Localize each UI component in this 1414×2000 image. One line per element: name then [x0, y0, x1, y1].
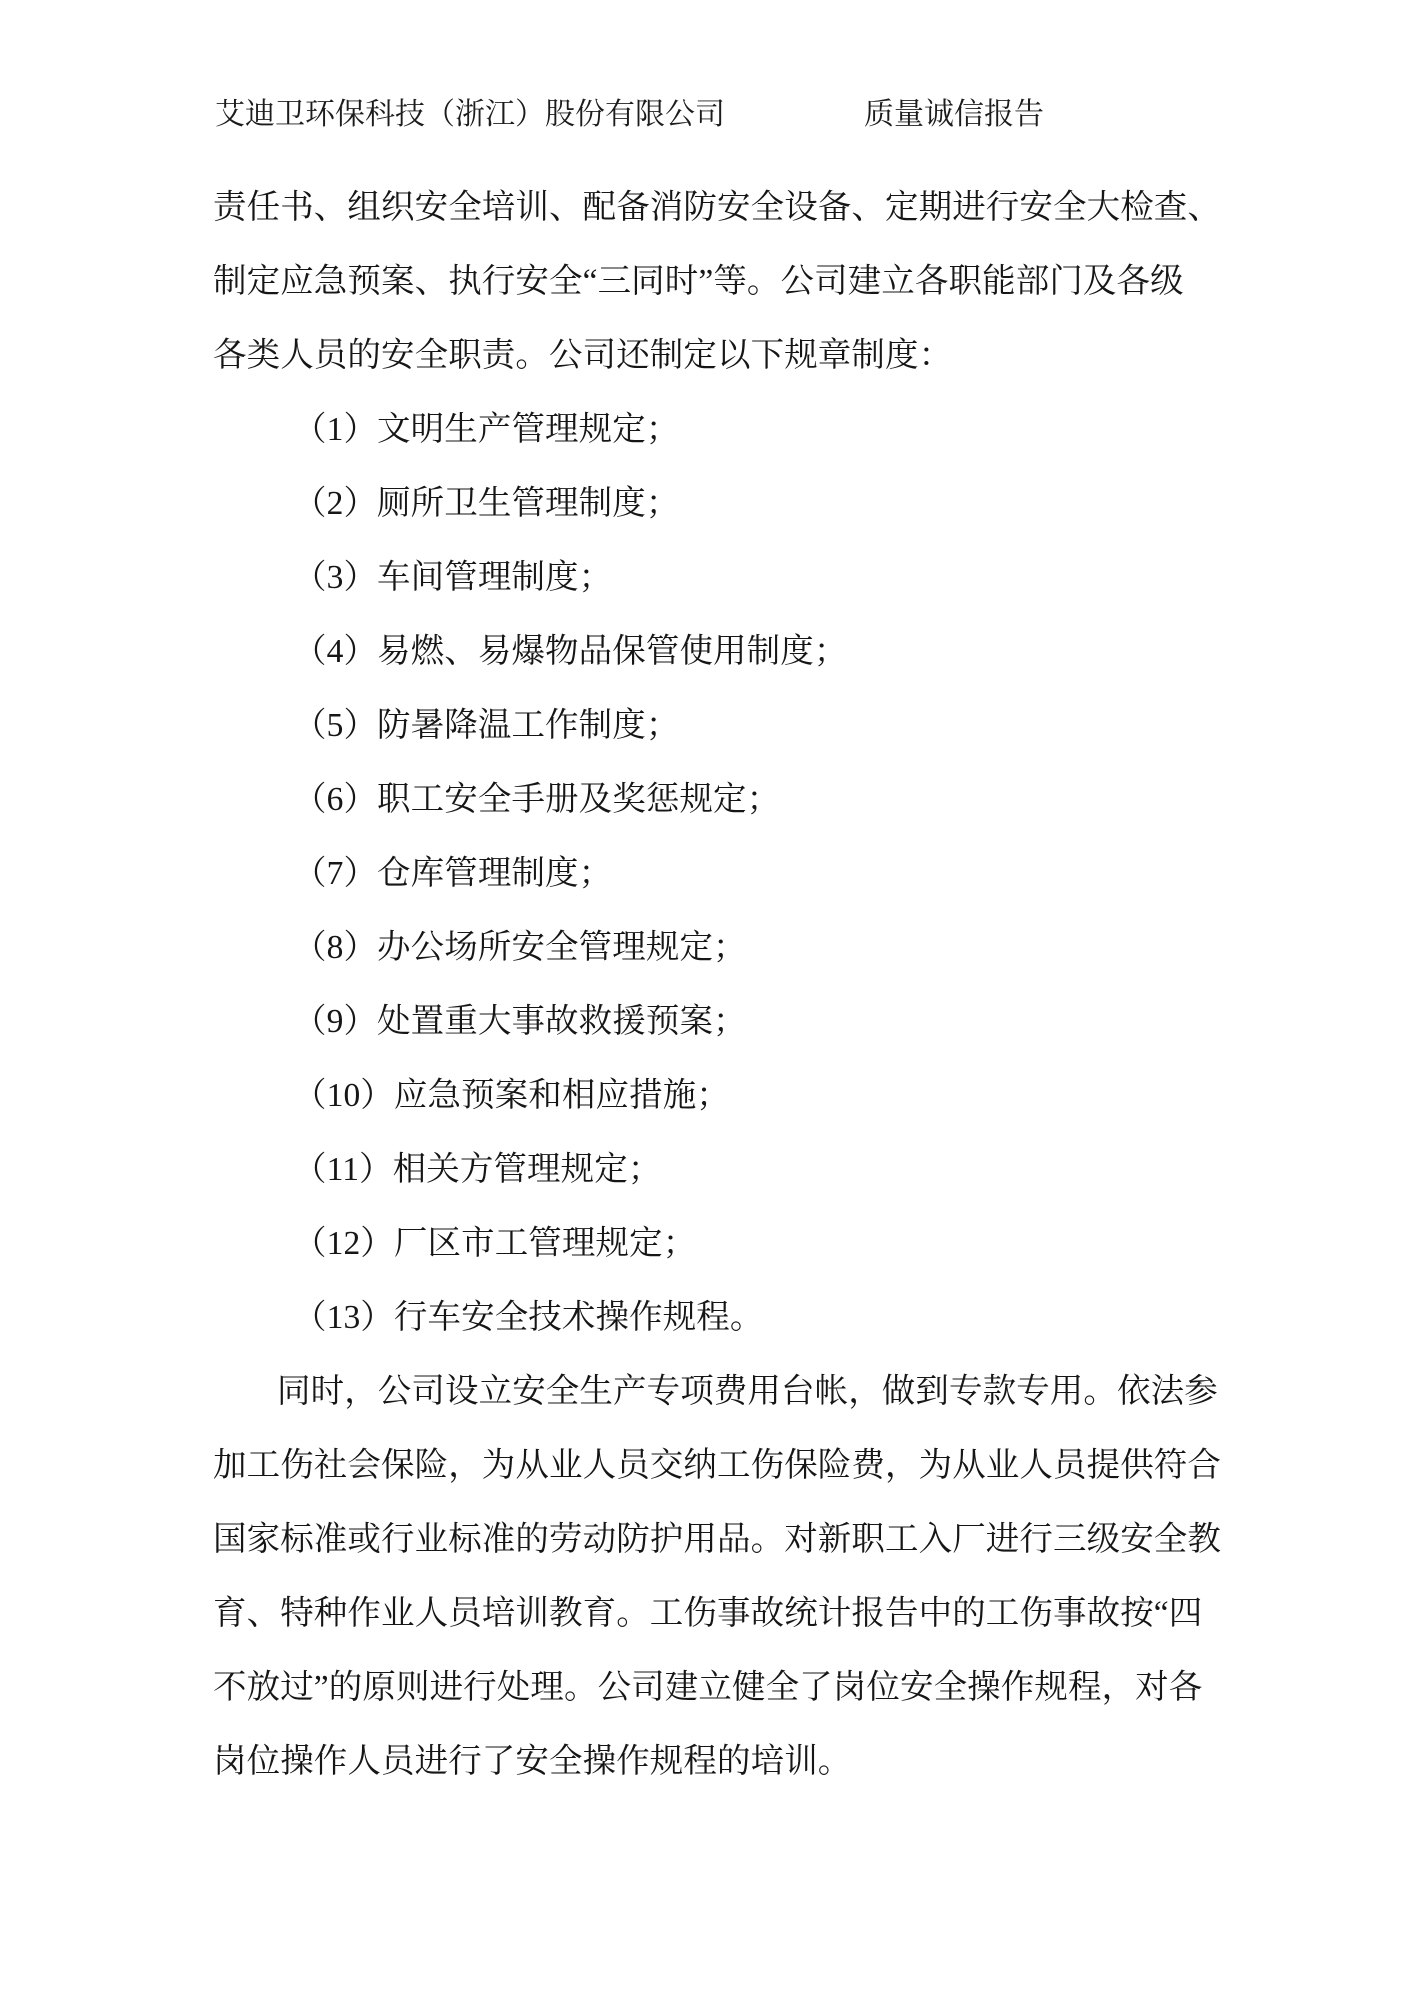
regulation-item: （13）行车安全技术操作规程。 — [293, 1299, 764, 1336]
regulation-item: （12）厂区市工管理规定； — [293, 1225, 697, 1262]
regulation-item: （8）办公场所安全管理规定； — [293, 929, 747, 966]
regulation-item: （4）易燃、易爆物品保管使用制度； — [293, 633, 848, 670]
page-header — [215, 94, 1044, 136]
regulation-item: （11）相关方管理规定； — [293, 1151, 662, 1188]
paragraph-line: 国家标准或行业标准的劳动防护用品。对新职工入厂进行三级安全教 — [213, 1521, 1221, 1558]
document-body — [213, 171, 1221, 1799]
regulation-item: （7）仓库管理制度； — [293, 855, 613, 892]
header-report-title: 质量诚信报告 — [864, 98, 1044, 131]
paragraph-line: 各类人员的安全职责。公司还制定以下规章制度： — [213, 337, 953, 374]
paragraph-safety-funding — [213, 1355, 1221, 1799]
paragraph-line: 育、特种作业人员培训教育。工伤事故统计报告中的工伤事故按“四 — [213, 1595, 1203, 1632]
paragraph-safety-measures — [213, 171, 1221, 393]
paragraph-line: 责任书、组织安全培训、配备消防安全设备、定期进行安全大检查、 — [213, 189, 1221, 226]
regulation-item: （1）文明生产管理规定； — [293, 411, 680, 448]
header-company-name: 艾迪卫环保科技（浙江）股份有限公司 — [215, 98, 725, 131]
paragraph-line: 加工伤社会保险，为从业人员交纳工伤保险费，为从业人员提供符合 — [213, 1447, 1221, 1484]
regulations-list — [213, 393, 1221, 1355]
paragraph-line: 岗位操作人员进行了安全操作规程的培训。 — [213, 1743, 852, 1780]
regulation-item: （2）厕所卫生管理制度； — [293, 485, 680, 522]
regulation-item: （3）车间管理制度； — [293, 559, 613, 596]
regulation-item: （10）应急预案和相应措施； — [293, 1077, 730, 1114]
regulation-item: （5）防暑降温工作制度； — [293, 707, 680, 744]
paragraph-line: 制定应急预案、执行安全“三同时”等。公司建立各职能部门及各级 — [213, 263, 1184, 300]
paragraph-line: 同时，公司设立安全生产专项费用台帐，做到专款专用。依法参 — [277, 1373, 1218, 1410]
paragraph-line: 不放过”的原则进行处理。公司建立健全了岗位安全操作规程，对各 — [213, 1669, 1203, 1706]
regulation-item: （9）处置重大事故救援预案； — [293, 1003, 747, 1040]
regulation-item: （6）职工安全手册及奖惩规定； — [293, 781, 781, 818]
